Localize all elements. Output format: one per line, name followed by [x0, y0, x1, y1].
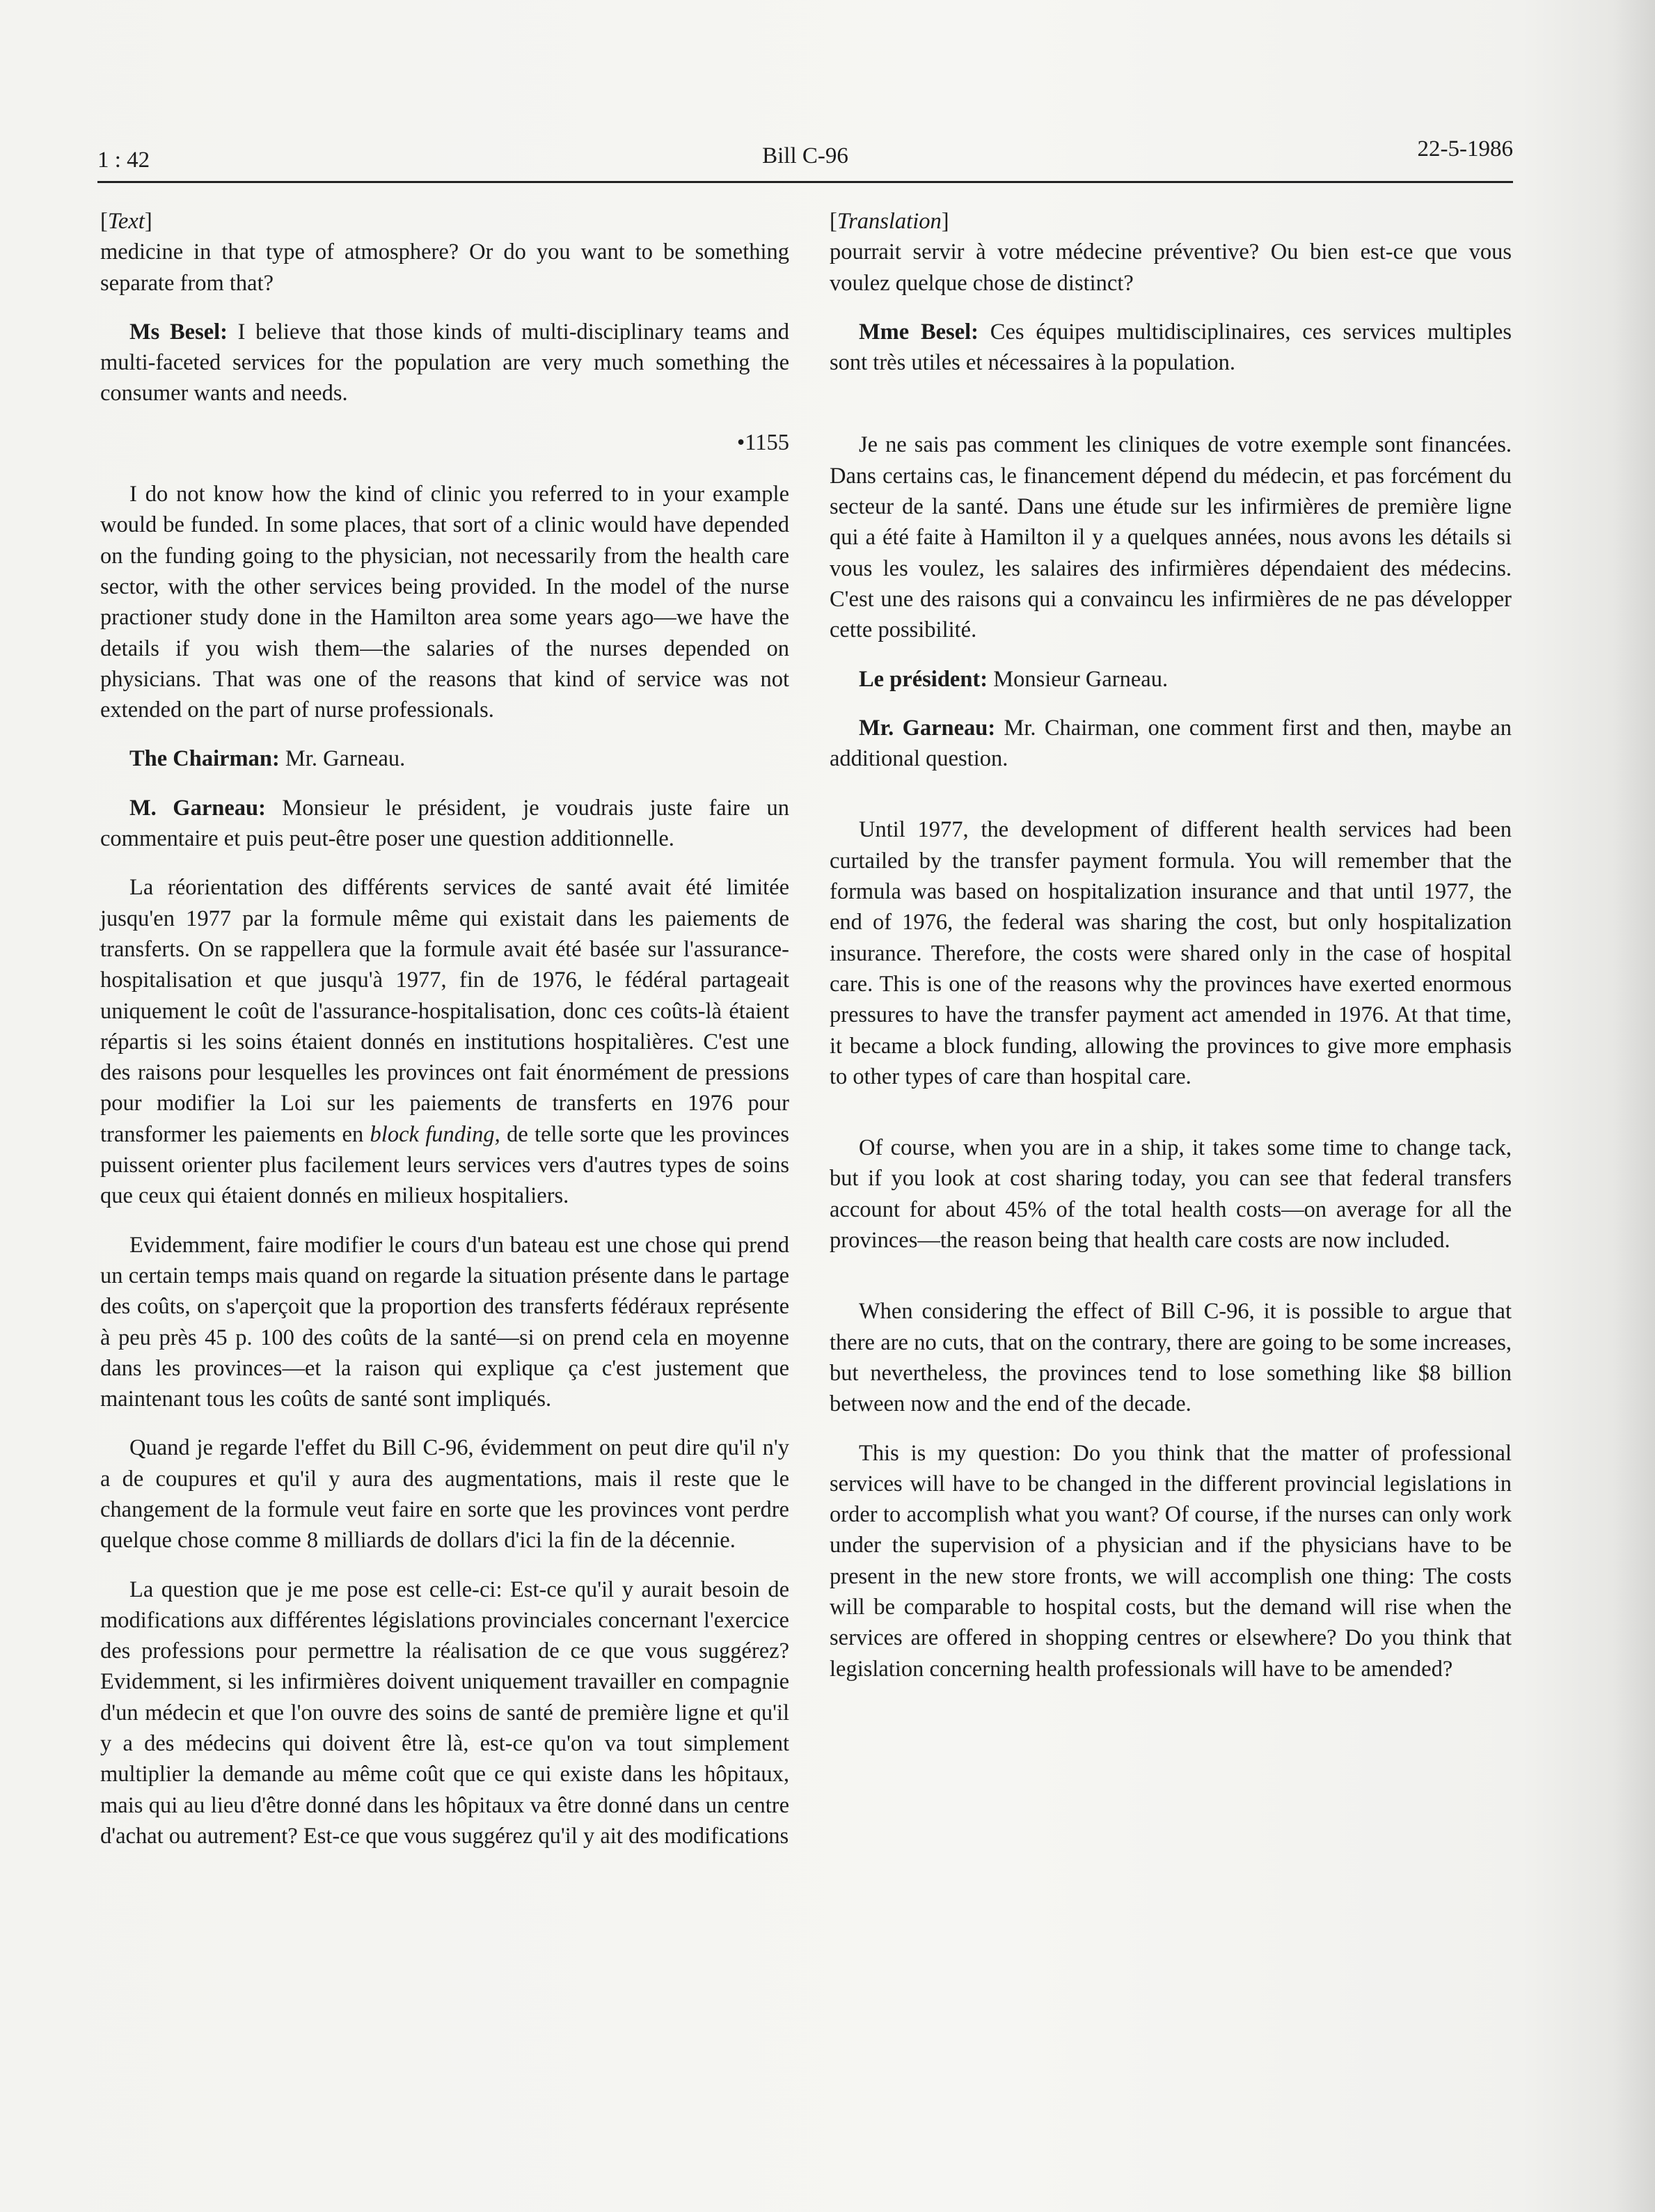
paragraph: medicine in that type of atmosphere? Or do you want to be something separate from that?: [100, 239, 789, 296]
time-marker: •1155: [736, 429, 789, 455]
speaker-paragraph: [830, 713, 1512, 775]
paragraph: Of course, when you are in a ship, it takes some time to change tack, but if you look at cost sharing today, you can see that federal transfers account for about 45% of the total health costs—on average for all the provinces—the reason being that health care costs are now included.: [830, 1135, 1512, 1254]
paragraph: When considering the effect of Bill C-96, it is possible to argue that there are no cuts, that on the contrary, there are going to be some increases, but nevertheless, the provinces tend to lose something like $8 billion between now and the end of the decade.: [830, 1299, 1512, 1417]
paragraph-text: La réorientation des différents services de santé avait été limitée jusqu'en 1977 par la formule même qui existait dans les paiements de transferts. On se rappellera que la formule avait été basée sur l'assurance-hospitalisation et que jusqu'à 1977, fin de 1976, le fédéral partageait uniquement le coût de l'assurance-hospitalisation, donc ces coûts-là étaient répartis si les soins étaient donnés en institutions hospitalières. C'est une des raisons pour lesquelles les provinces ont fait énormément de pressions pour modifier la Loi sur les paiements de transferts en 1976 pour transformer les paiements en: [100, 875, 789, 1147]
speaker-name: The Chairman:: [129, 746, 280, 772]
spacer: [830, 792, 1512, 814]
sitting-date: 22-5-1986: [1417, 136, 1513, 161]
speaker-name: Le président:: [859, 666, 988, 692]
speaker-name: Mr. Garneau:: [859, 715, 996, 741]
speaker-name: M. Garneau:: [129, 795, 266, 821]
italic-term: block funding,: [370, 1121, 500, 1147]
paragraph-text: de telle sorte que les provinces puissent orienter plus facilement leurs services vers d'autres types de soins que ceux qui étaient donnés en milieux hospitaliers.: [100, 1121, 789, 1209]
bill-title: Bill C-96: [762, 143, 848, 168]
spacer: [830, 1274, 1512, 1296]
column-label: [Text]: [100, 209, 152, 234]
paragraph: Evidemment, faire modifier le cours d'un bateau est une chose qui prend un certain temps mais quand on regarde la situation présente dans le partage des coûts, on s'aperçoit que la proportion des transferts fédéraux représente à peu près 45 p. 100 des coûts de la santé—si on prend cela en moyenne dans les provinces—et la raison qui explique ça c'est justement que maintenant tous les coûts de santé sont impliqués.: [100, 1232, 789, 1412]
speaker-paragraph: [830, 317, 1512, 379]
paragraph: This is my question: Do you think that the matter of professional services will have to be changed in the different provincial legislations in order to accomplish what you want? Of course, if the nurses can only work under the supervision of a physician and if the physicians have to be present in the new store fronts, we will accomplish one thing: The costs will be comparable to hospital costs, but the demand will rise when the services are offered in shopping centres or elsewhere? Do you think that legislation concerning health professionals will have to be amended?: [830, 1440, 1512, 1682]
translation-column: [830, 206, 1512, 1703]
speaker-paragraph: [100, 743, 789, 774]
speaker-paragraph: [830, 664, 1512, 695]
speech-text: Monsieur Garneau.: [988, 666, 1169, 692]
speech-text: Mr. Chairman, one comment first and then, maybe an additional question.: [830, 715, 1512, 772]
speaker-name: Ms Besel:: [129, 319, 228, 345]
speaker-paragraph: [100, 793, 789, 855]
header-rule: [97, 181, 1513, 183]
speech-text: Monsieur le président, je voudrais juste faire un commentaire et puis peut-être poser une question additionnelle.: [100, 795, 789, 852]
column-label-text: Translation: [837, 209, 942, 234]
paragraph: I do not know how the kind of clinic you referred to in your example would be funded. In some places, that sort of a clinic would have depended on the funding going to the physician, not necessarily from the health care sector, with the other services being provided. In the model of the nurse practioner study done in the Hamilton area some years ago—we have the details if you wish them—the salaries of the nurses depended on physicians. That was one of the reasons that kind of service was not extended on the part of nurse professionals.: [100, 482, 789, 723]
spacer: [830, 1110, 1512, 1132]
running-header: [97, 136, 1513, 178]
speaker-paragraph: [100, 317, 789, 409]
paragraph: pourrait servir à votre médecine préventive? Ou bien est-ce que vous voulez quelque chose de distinct?: [830, 239, 1512, 296]
text-column: [100, 206, 789, 1870]
speech-text: Mr. Garneau.: [279, 746, 406, 772]
paragraph: Je ne sais pas comment les cliniques de votre exemple sont financées. Dans certains cas, le financement dépend du médecin, et pas forcément du secteur de la santé. Dans une étude sur les infirmières de première ligne qui a été faite à Hamilton il y a quelques années, nous avons les détails si vous les voulez, les salaires des infirmières dépendaient des médecins. C'est une des raisons qui a convaincu les infirmières de ne pas développer cette possibilité.: [830, 432, 1512, 643]
paragraph: La question que je me pose est celle-ci: Est-ce qu'il y aurait besoin de modifications aux différentes législations provinciales concernant l'exercice des professions pour permettre la réalisation de ce que vous suggérez? Evidemment, si les infirmières doivent uniquement travailler en compagnie d'un médecin et que l'on ouvre des soins de santé de première ligne et qu'il y a des médecins qui doivent être là, est-ce qu'on va tout simplement multiplier la demande au même coût que ce qui existe dans les hôpitaux, mais qui au lieu d'être donné dans les hôpitaux va être donné dans un centre d'achat ou autrement? Est-ce que vous suggérez qu'il y ait des modifications: [100, 1577, 789, 1849]
column-label-text: Text: [107, 209, 145, 234]
speech-text: Ces équipes multidisciplinaires, ces services multiples sont très utiles et nécessaires à la population.: [830, 319, 1512, 376]
page-edge-shadow: [1613, 0, 1655, 2212]
paragraph: Quand je regarde l'effet du Bill C-96, évidemment on peut dire qu'il n'y a de coupures et qu'il y aura des augmentations, mais il reste que le changement de la formule veut faire en sorte que les provinces vont perdre quelque chose comme 8 milliards de dollars d'ici la fin de la décennie.: [100, 1435, 789, 1554]
column-label: [Translation]: [830, 209, 949, 234]
speech-text: I believe that those kinds of multi-disciplinary teams and multi-faceted services for the population are very much something the consumer wants and needs.: [100, 319, 789, 406]
spacer: [830, 396, 1512, 429]
paragraph: [100, 872, 789, 1211]
speaker-name: Mme Besel:: [859, 319, 979, 345]
page-number: 1 : 42: [97, 148, 150, 173]
paragraph: Until 1977, the development of different health services had been curtailed by the transfer payment formula. You will remember that the formula was based on hospitalization insurance and that until 1977, the end of 1976, the federal was sharing the cost, but only hospitalization insurance. Therefore, the costs were shared only in the case of hospital care. This is one of the reasons why the provinces have exerted enormous pressures to have the transfer payment act amended in 1976. At that time, it became a block funding, allowing the provinces to give more emphasis to other types of care than hospital care.: [830, 817, 1512, 1089]
